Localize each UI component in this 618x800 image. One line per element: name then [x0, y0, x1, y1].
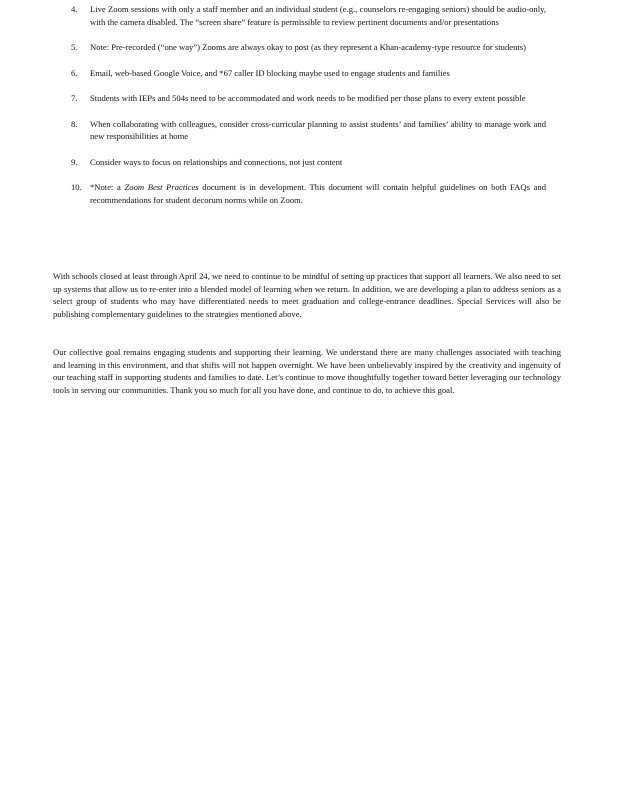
list-item: [0, 156, 618, 169]
item-number: 8.: [71, 118, 78, 129]
item-number: 9.: [71, 156, 78, 167]
list-item: [0, 3, 618, 28]
list-item: [0, 92, 618, 105]
item-text: When collaborating with colleagues, consider cross-curricular planning to assist students’ and families’ ability to manage work and new responsibilities at home: [90, 118, 546, 141]
list-item: [0, 118, 618, 143]
item-number: 7.: [71, 93, 78, 103]
item-number: 6.: [71, 67, 78, 78]
item-text: Live Zoom sessions with only a staff member and an individual student (e.g., counselors re-engaging seniors) should be audio-only, with the camera disabled. The “screen share” feature is permissible to review pertinent documents and/or presentations: [90, 4, 546, 27]
body-paragraph: Our collective goal remains engaging students and supporting their learning. We understand there are many challenges associated with teaching and learning in this environment, and that shifts will not happen overnight. We have been unbelievably inspired by the creativity and ingenuity of our teaching staff in supporting students and families to date. Let’s continue to move thoughtfully together toward better leveraging our technology tools in serving our communities. Thank you so much for all you have done, and continue to do, to achieve this goal.: [53, 347, 561, 395]
body-paragraph: With schools closed at least through April 24, we need to continue to be mindful of setting up practices that support all learners. We also need to set up systems that allow us to re-enter into a blended model of learning when we return. In addition, we are developing a plan to address seniors as a select group of students who may have differentiated needs to meet graduation and college-entrance deadlines. Special Services will also be publishing complementary guidelines to the strategies mentioned above.: [53, 271, 561, 319]
list-item: [0, 67, 618, 80]
guidelines-list: [0, 3, 618, 219]
item-text: Email, web-based Google Voice, and *67 caller ID blocking maybe used to engage students and families: [90, 67, 450, 78]
item-text: Students with IEPs and 504s need to be accommodated and work needs to be modified per those plans to every extent possible: [90, 93, 526, 103]
item-text: [90, 181, 546, 206]
item-number: 5.: [71, 42, 78, 52]
zoom-best-practices-title: Zoom Best Practices: [124, 182, 199, 192]
note-prefix: *Note: a: [90, 182, 125, 192]
list-item: [0, 41, 618, 54]
item-number: 4.: [71, 4, 78, 14]
note-body: document is in development. This document will contain helpful guidelines on both FAQs and recommendations for student decorum norms while on Zoom.: [90, 182, 546, 205]
list-item: [0, 181, 618, 206]
item-text: Note: Pre-recorded (“one way”) Zooms are always okay to post (as they represent a Khan-academy-type resource for students): [90, 42, 526, 52]
item-text: Consider ways to focus on relationships and connections, not just content: [90, 156, 343, 167]
item-number: 10.: [71, 182, 82, 192]
